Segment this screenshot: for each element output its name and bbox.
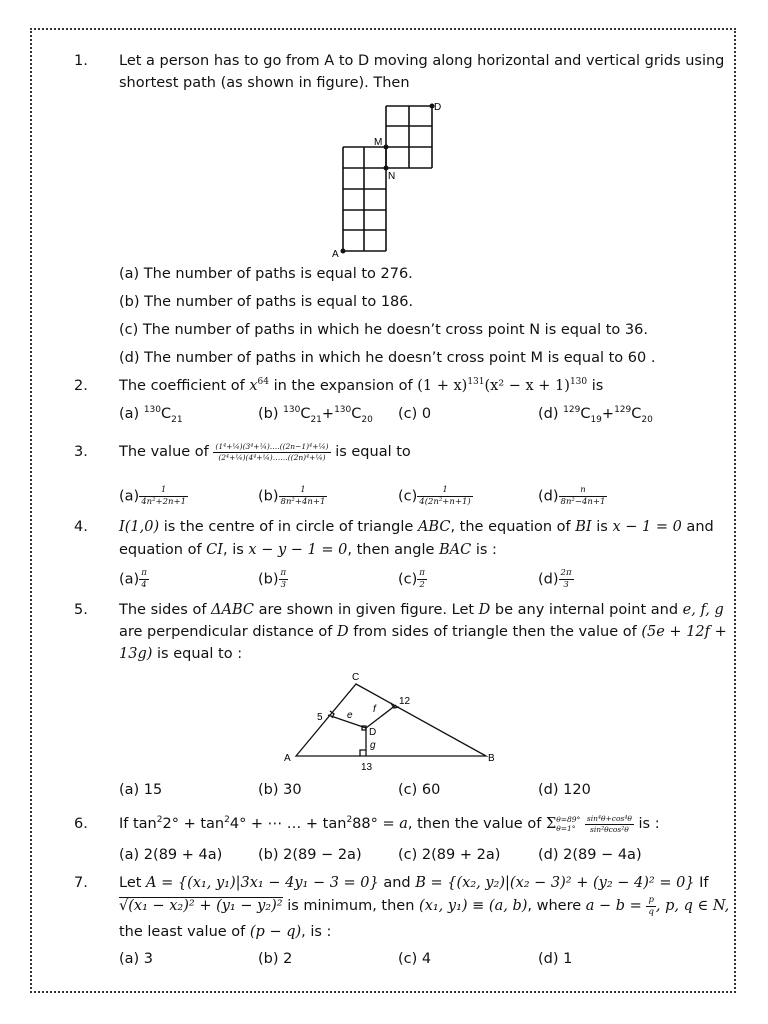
option-b[interactable]: (b) $\frac{\pi}{3}$ [258, 568, 287, 590]
label-c: C [352, 672, 360, 683]
label-side-13: 13 [361, 762, 373, 772]
label-a: A [332, 249, 339, 260]
option-a[interactable]: (a) $\frac{\pi}{4}$ [119, 568, 147, 590]
label-e: e [347, 710, 353, 721]
option-b[interactable]: (b) $^{130}C_{21}+^{130}C_{20}$ [258, 405, 373, 425]
question-text: equation of CI, is x − y − 1 = 0, then angle BAC is : [119, 542, 497, 558]
question-text: are perpendicular distance of D from sides of triangle then the value of (5e + 12f + [119, 624, 727, 640]
option-a[interactable]: (a) $^{130}C_{21}$ [119, 405, 183, 425]
point-a [341, 249, 346, 254]
label-b: B [488, 753, 495, 764]
question-text: Let a person has to go from A to D moving along horizontal and vertical grids using [119, 53, 725, 69]
question-number: 5. [74, 602, 88, 618]
option-d[interactable]: (d) $\frac{n}{\text{8n²−4n+1}}$ [538, 485, 606, 507]
option-b[interactable]: (b) The number of paths is equal to 186. [119, 294, 414, 310]
label-m: M [374, 137, 383, 148]
question-text: the least value of (p − q), is : [119, 924, 332, 940]
value-fraction: $\frac{\text{(1⁴+¼)(3⁴+¼)….((2n−1)⁴+¼)}}{\text{(2⁴+¼)(4⁴+¼)……((2n)⁴+¼)}}$ [215, 441, 329, 462]
question-number: 3. [74, 444, 88, 460]
option-c[interactable]: (c) 4 [398, 951, 432, 967]
label-a: A [284, 753, 291, 764]
point-m [384, 145, 389, 150]
question-number: 2. [74, 378, 88, 394]
option-b[interactable]: (b) 2 [258, 951, 293, 967]
option-d[interactable]: (d) 120 [538, 782, 591, 798]
option-c[interactable]: (c) 60 [398, 782, 441, 798]
option-a[interactable]: (a) $\frac{1}{\text{4n²+2n+1}}$ [119, 485, 187, 507]
option-c[interactable]: (c) $\frac{1}{\text{4(2n²+n+1)}}$ [398, 485, 471, 507]
question-text: I(1,0) is the centre of in circle of triangle ABC, the equation of BI is x − 1 = 0 and [119, 519, 714, 535]
option-a[interactable]: (a) 2(89 + 4a) [119, 847, 223, 863]
option-c[interactable]: (c) 2(89 + 2a) [398, 847, 501, 863]
label-g: g [370, 740, 376, 751]
grid-path-figure [328, 98, 448, 260]
option-a[interactable]: (a) 15 [119, 782, 163, 798]
label-d: D [434, 102, 442, 113]
question-text: 13g) is equal to : [119, 646, 243, 662]
question-text: √(x₁ − x₂)² + (y₁ − y₂)² is minimum, then (x₁, y₁) ≡ (a, b), where a − b = $\frac{p}{q}$ , p, q ∈ N, [119, 894, 730, 917]
question-text: The coefficient of $x^{64}$ in the expansion of $(1 + x)^{131}(x^2 - x + 1)^{130}$ is [119, 377, 604, 394]
question-text: Let A = {(x₁, y₁)|3x₁ − 4y₁ − 3 = 0} and B = {(x₂, y₂)|(x₂ − 3)² + (y₂ − 4)² = 0} If [119, 875, 709, 891]
option-b[interactable]: (b) 2(89 − 2a) [258, 847, 362, 863]
label-n: N [388, 171, 396, 182]
question-number: 4. [74, 519, 88, 535]
triangle-figure [278, 668, 500, 772]
point-n [384, 166, 389, 171]
question-text: If $\tan^22^\circ + \tan^24^\circ$ + ⋯ … + $\tan^288^\circ = a$, then the value of Σ θ=89° θ=1° $\frac{\text{sin⁴θ+cos⁴θ}}{\text{sin²θcos²θ}}$ is : [119, 813, 660, 834]
label-d: D [369, 727, 377, 738]
option-b[interactable]: (b) 30 [258, 782, 302, 798]
option-c[interactable]: (c) 0 [398, 406, 432, 422]
option-b[interactable]: (b) $\frac{1}{\text{8n²+4n+1}}$ [258, 485, 326, 507]
option-d[interactable]: (d) $^{129}C_{19}+^{129}C_{20}$ [538, 405, 653, 425]
option-d[interactable]: (d) The number of paths in which he doesn’t cross point M is equal to 60 . [119, 350, 656, 366]
question-text: shortest path (as shown in figure). Then [119, 75, 410, 91]
question-number: 6. [74, 816, 88, 832]
option-d[interactable]: (d) 1 [538, 951, 573, 967]
option-d[interactable]: (d) 2(89 − 4a) [538, 847, 642, 863]
question-text: The value of $\frac{\text{(1⁴+¼)(3⁴+¼)….((2n−1)⁴+¼)}}{\text{(2⁴+¼)(4⁴+¼)……((2n)⁴+¼)}}$ is equal to [119, 441, 411, 462]
label-side-5: 5 [317, 712, 323, 723]
label-side-12: 12 [399, 696, 411, 707]
option-d[interactable]: (d) $\frac{2\pi}{3}$ [538, 568, 572, 590]
option-c[interactable]: (c) $\frac{\pi}{2}$ [398, 568, 425, 590]
label-f: f [373, 704, 376, 715]
option-a[interactable]: (a) 3 [119, 951, 154, 967]
question-number: 7. [74, 875, 88, 891]
question-text: The sides of ΔABC are shown in given figure. Let D be any internal point and e, f, g [119, 602, 724, 618]
option-a[interactable]: (a) The number of paths is equal to 276. [119, 266, 413, 282]
option-c[interactable]: (c) The number of paths in which he doesn’t cross point N is equal to 36. [119, 322, 648, 338]
question-number: 1. [74, 53, 88, 69]
